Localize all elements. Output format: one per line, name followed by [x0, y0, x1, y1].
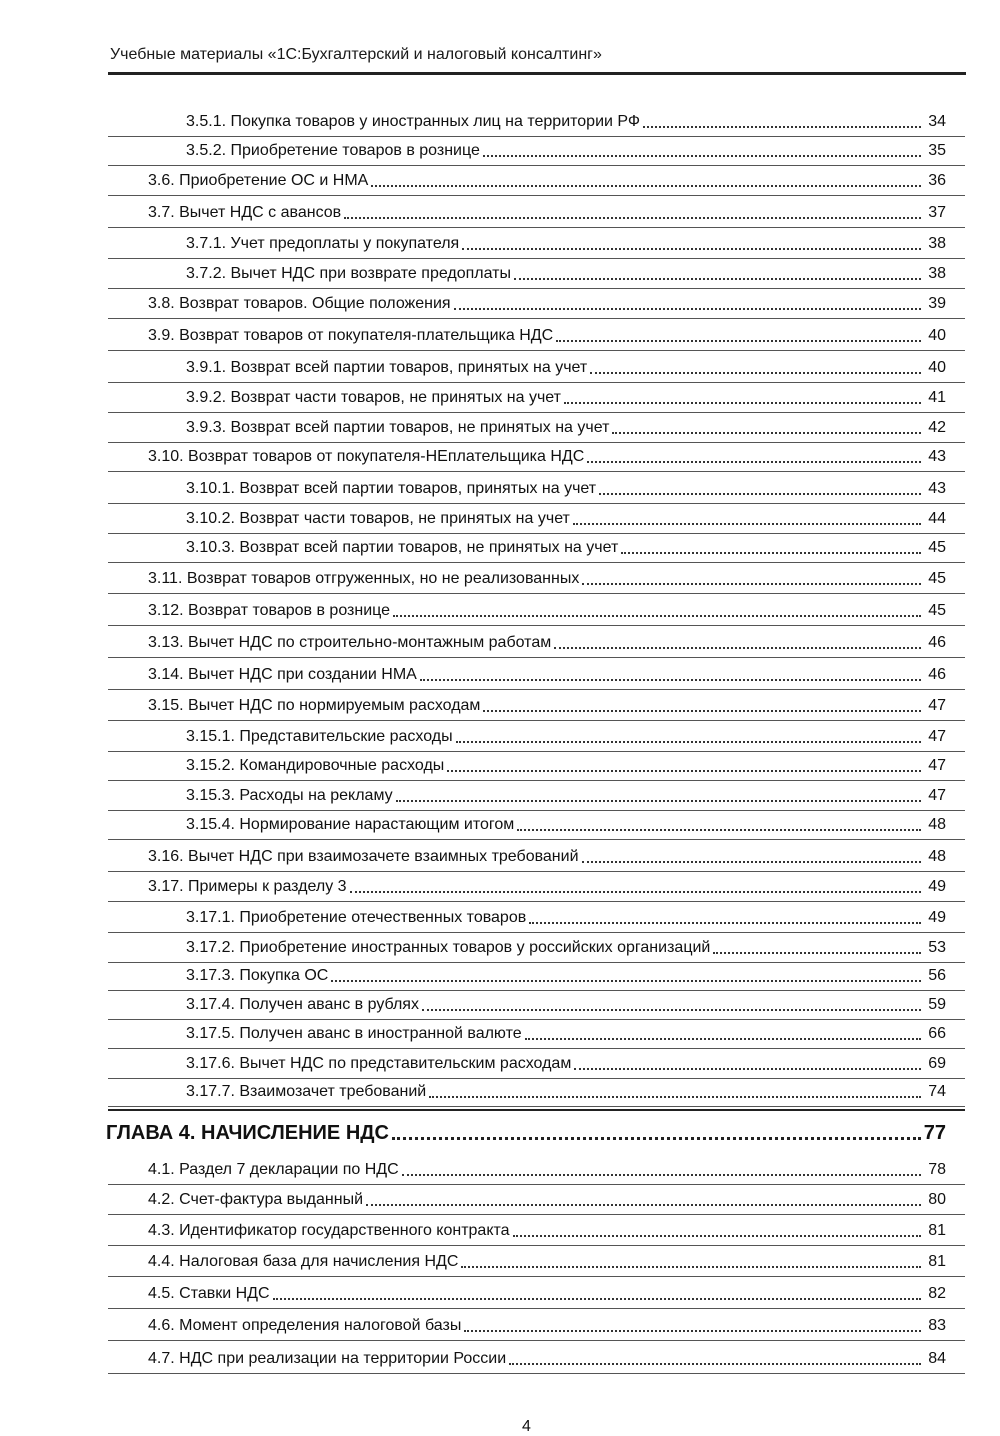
row-separator — [108, 503, 965, 504]
toc-row — [148, 1186, 946, 1210]
toc-row — [186, 475, 946, 499]
row-separator — [108, 593, 965, 594]
toc-entry-page: 84 — [928, 1350, 946, 1367]
toc-row — [186, 534, 946, 558]
toc-entry-title: 3.14. Вычет НДС при создании НМА — [148, 666, 417, 683]
toc-entry-title: 3.15.2. Командировочные расходы — [186, 757, 445, 774]
toc-entry-page: 81 — [928, 1222, 946, 1239]
toc-entry-title: 3.7.1. Учет предоплаты у покупателя — [186, 235, 460, 252]
toc-row — [186, 1050, 946, 1074]
toc-entry-page: 69 — [928, 1055, 946, 1072]
toc-row — [186, 991, 946, 1015]
dot-leader — [582, 583, 921, 585]
row-separator — [108, 562, 965, 563]
row-separator — [108, 1109, 965, 1111]
dot-leader — [483, 155, 921, 157]
toc-entry-title: 3.9. Возврат товаров от покупателя-плательщика НДС — [148, 327, 554, 344]
toc-entry-title: 3.7.2. Вычет НДС при возврате предоплаты — [186, 265, 511, 282]
dot-leader — [464, 1330, 921, 1332]
toc-row — [148, 1280, 946, 1304]
toc-row — [186, 904, 946, 928]
toc-entry-page: 36 — [928, 172, 946, 189]
toc-entry-title: 3.10.2. Возврат части товаров, не принятых на учет — [186, 510, 570, 527]
toc-entry-page: 59 — [928, 996, 946, 1013]
toc-entry-title: 3.10. Возврат товаров от покупателя-НЕплательщика НДС — [148, 448, 585, 465]
row-separator — [108, 227, 965, 228]
toc-row — [148, 597, 946, 621]
dot-leader — [447, 770, 921, 772]
toc-entry-title: 3.15.4. Нормирование нарастающим итогом — [186, 816, 515, 833]
toc-entry-page: 45 — [928, 570, 946, 587]
dot-leader — [554, 647, 921, 649]
toc-chapter-row — [106, 1117, 946, 1145]
toc-entry-page: 80 — [928, 1191, 946, 1208]
toc-row — [148, 1345, 946, 1369]
row-separator — [108, 1373, 965, 1374]
row-separator — [108, 1308, 965, 1309]
toc-entry-page: 78 — [928, 1161, 946, 1178]
toc-entry-page: 46 — [928, 634, 946, 651]
dot-leader — [514, 278, 921, 280]
toc-row — [186, 782, 946, 806]
dot-leader — [350, 891, 921, 893]
row-separator — [108, 412, 965, 413]
toc-entry-page: 47 — [928, 697, 946, 714]
toc-entry-title: 4.1. Раздел 7 декларации по НДС — [148, 1161, 399, 1178]
toc-row — [186, 505, 946, 529]
toc-row — [148, 565, 946, 589]
row-separator — [108, 195, 965, 196]
toc-entry-title: 3.10.3. Возврат всей партии товаров, не принятых на учет — [186, 539, 619, 556]
row-separator — [108, 932, 965, 933]
row-separator — [108, 1340, 965, 1341]
toc-row — [148, 199, 946, 223]
toc-row — [186, 1078, 946, 1102]
toc-row — [148, 1217, 946, 1241]
toc-row — [186, 962, 946, 986]
toc-entry-title: ГЛАВА 4. НАЧИСЛЕНИЕ НДС — [106, 1122, 389, 1144]
toc-entry-title: 4.6. Момент определения налоговой базы — [148, 1317, 462, 1334]
dot-leader — [420, 679, 921, 681]
toc-entry-page: 49 — [928, 909, 946, 926]
toc-row — [148, 290, 946, 314]
toc-entry-page: 46 — [928, 666, 946, 683]
dot-leader — [713, 952, 921, 954]
dot-leader — [366, 1204, 921, 1206]
running-header: Учебные материалы «1С:Бухгалтерский и налоговый консалтинг» — [110, 46, 602, 63]
dot-leader — [612, 432, 921, 434]
dot-leader — [393, 615, 921, 617]
toc-row — [148, 873, 946, 897]
dot-leader — [513, 1235, 921, 1237]
dot-leader — [529, 922, 921, 924]
toc-entry-page: 37 — [928, 204, 946, 221]
toc-entry-page: 66 — [928, 1025, 946, 1042]
dot-leader — [587, 461, 921, 463]
toc-entry-title: 3.17.2. Приобретение иностранных товаров у российских организаций — [186, 939, 711, 956]
row-separator — [108, 901, 965, 902]
toc-entry-page: 39 — [928, 295, 946, 312]
row-separator — [108, 1184, 965, 1185]
toc-row — [186, 723, 946, 747]
toc-entry-page: 43 — [928, 480, 946, 497]
toc-entry-title: 3.9.3. Возврат всей партии товаров, не принятых на учет — [186, 419, 610, 436]
row-separator — [108, 1245, 965, 1246]
toc-entry-title: 3.8. Возврат товаров. Общие положения — [148, 295, 451, 312]
toc-row — [186, 230, 946, 254]
toc-entry-page: 53 — [928, 939, 946, 956]
toc-entry-page: 38 — [928, 235, 946, 252]
toc-entry-page: 44 — [928, 510, 946, 527]
toc-entry-title: 3.17. Примеры к разделу 3 — [148, 878, 347, 895]
toc-row — [148, 167, 946, 191]
toc-entry-title: 3.6. Приобретение ОС и НМА — [148, 172, 369, 189]
toc-row — [148, 1156, 946, 1180]
toc-entry-page: 45 — [928, 539, 946, 556]
toc-row — [148, 661, 946, 685]
toc-row — [186, 752, 946, 776]
dot-leader — [643, 126, 921, 128]
toc-row — [186, 414, 946, 438]
toc-entry-title: 3.12. Возврат товаров в рознице — [148, 602, 391, 619]
toc-entry-title: 3.16. Вычет НДС при взаимозачете взаимных требований — [148, 848, 579, 865]
row-separator — [108, 720, 965, 721]
page-number: 4 — [522, 1418, 531, 1435]
toc-entry-page: 47 — [928, 787, 946, 804]
toc-row — [148, 443, 946, 467]
row-separator — [108, 1106, 965, 1107]
dot-leader — [454, 308, 921, 310]
toc-entry-title: 3.15.1. Представительские расходы — [186, 728, 453, 745]
row-separator — [108, 780, 965, 781]
toc-entry-page: 35 — [928, 142, 946, 159]
toc-entry-page: 77 — [923, 1122, 946, 1144]
toc-entry-title: 4.3. Идентификатор государственного контракта — [148, 1222, 510, 1239]
toc-entry-page: 47 — [928, 728, 946, 745]
toc-row — [186, 811, 946, 835]
row-separator — [108, 288, 965, 289]
dot-leader — [599, 493, 921, 495]
toc-entry-title: 4.5. Ставки НДС — [148, 1285, 270, 1302]
toc-row — [148, 322, 946, 346]
toc-entry-title: 3.17.6. Вычет НДС по представительским расходам — [186, 1055, 572, 1072]
dot-leader — [574, 1068, 921, 1070]
toc-row — [186, 384, 946, 408]
row-separator — [108, 258, 965, 259]
toc-row — [148, 629, 946, 653]
toc-entry-page: 42 — [928, 419, 946, 436]
toc-entry-title: 3.17.1. Приобретение отечественных товаров — [186, 909, 527, 926]
row-separator — [108, 689, 965, 690]
toc-entry-page: 48 — [928, 848, 946, 865]
dot-leader — [525, 1038, 921, 1040]
toc-row — [148, 692, 946, 716]
toc-entry-page: 48 — [928, 816, 946, 833]
row-separator — [108, 839, 965, 840]
toc-entry-title: 3.17.7. Взаимозачет требований — [186, 1083, 427, 1100]
dot-leader — [462, 248, 921, 250]
row-separator — [108, 871, 965, 872]
row-separator — [108, 1048, 965, 1049]
dot-leader — [273, 1298, 921, 1300]
row-separator — [108, 165, 965, 166]
toc-row — [148, 1312, 946, 1336]
toc-entry-title: 3.5.1. Покупка товаров у иностранных лиц на территории РФ — [186, 113, 641, 130]
toc-row — [186, 260, 946, 284]
toc-row — [186, 137, 946, 161]
dot-leader — [483, 710, 921, 712]
row-separator — [108, 318, 965, 319]
toc-entry-title: 3.7. Вычет НДС с авансов — [148, 204, 342, 221]
dot-leader — [582, 861, 921, 863]
toc-entry-page: 38 — [928, 265, 946, 282]
toc-entry-page: 81 — [928, 1253, 946, 1270]
row-separator — [108, 625, 965, 626]
toc-entry-page: 41 — [928, 389, 946, 406]
toc-row — [186, 108, 946, 132]
toc-entry-page: 74 — [928, 1083, 946, 1100]
dot-leader — [590, 372, 921, 374]
dot-leader — [371, 185, 921, 187]
toc-entry-page: 34 — [928, 113, 946, 130]
toc-entry-page: 82 — [928, 1285, 946, 1302]
row-separator — [108, 382, 965, 383]
dot-leader — [331, 980, 921, 982]
toc-entry-page: 40 — [928, 359, 946, 376]
row-separator — [108, 1214, 965, 1215]
toc-entry-title: 4.7. НДС при реализации на территории России — [148, 1350, 507, 1367]
toc-entry-title: 4.4. Налоговая база для начисления НДС — [148, 1253, 459, 1270]
dot-leader — [517, 829, 921, 831]
toc-entry-title: 3.17.5. Получен аванс в иностранной валюте — [186, 1025, 522, 1042]
toc-entry-page: 83 — [928, 1317, 946, 1334]
toc-entry-page: 49 — [928, 878, 946, 895]
toc-entry-title: 3.9.2. Возврат части товаров, не принятых на учет — [186, 389, 561, 406]
toc-entry-page: 40 — [928, 327, 946, 344]
toc-entry-title: 3.17.3. Покупка ОС — [186, 967, 329, 984]
toc-row — [186, 354, 946, 378]
dot-leader — [461, 1266, 921, 1268]
dot-leader — [344, 217, 921, 219]
toc-entry-title: 3.17.4. Получен аванс в рублях — [186, 996, 419, 1013]
toc-entry-title: 3.5.2. Приобретение товаров в рознице — [186, 142, 480, 159]
dot-leader — [456, 741, 921, 743]
dot-leader — [621, 552, 921, 554]
toc-entry-title: 4.2. Счет-фактура выданный — [148, 1191, 364, 1208]
dot-leader — [422, 1009, 921, 1011]
dot-leader — [392, 1137, 921, 1140]
dot-leader — [556, 340, 921, 342]
row-separator — [108, 471, 965, 472]
toc-entry-page: 56 — [928, 967, 946, 984]
toc-row — [148, 843, 946, 867]
dot-leader — [573, 523, 921, 525]
dot-leader — [509, 1363, 921, 1365]
toc-entry-page: 43 — [928, 448, 946, 465]
row-separator — [108, 657, 965, 658]
row-separator — [108, 1276, 965, 1277]
toc-row — [186, 934, 946, 958]
toc-entry-page: 45 — [928, 602, 946, 619]
dot-leader — [402, 1174, 921, 1176]
toc-entry-title: 3.9.1. Возврат всей партии товаров, принятых на учет — [186, 359, 588, 376]
toc-entry-page: 47 — [928, 757, 946, 774]
toc-row — [186, 1020, 946, 1044]
toc-entry-title: 3.13. Вычет НДС по строительно-монтажным работам — [148, 634, 552, 651]
dot-leader — [396, 800, 921, 802]
row-separator — [108, 350, 965, 351]
toc-row — [148, 1248, 946, 1272]
toc-entry-title: 3.15. Вычет НДС по нормируемым расходам — [148, 697, 481, 714]
toc-entry-title: 3.11. Возврат товаров отгруженных, но не реализованных — [148, 570, 580, 587]
toc-entry-title: 3.15.3. Расходы на рекламу — [186, 787, 393, 804]
toc-entry-title: 3.10.1. Возврат всей партии товаров, принятых на учет — [186, 480, 597, 497]
dot-leader — [564, 402, 921, 404]
dot-leader — [429, 1096, 921, 1098]
